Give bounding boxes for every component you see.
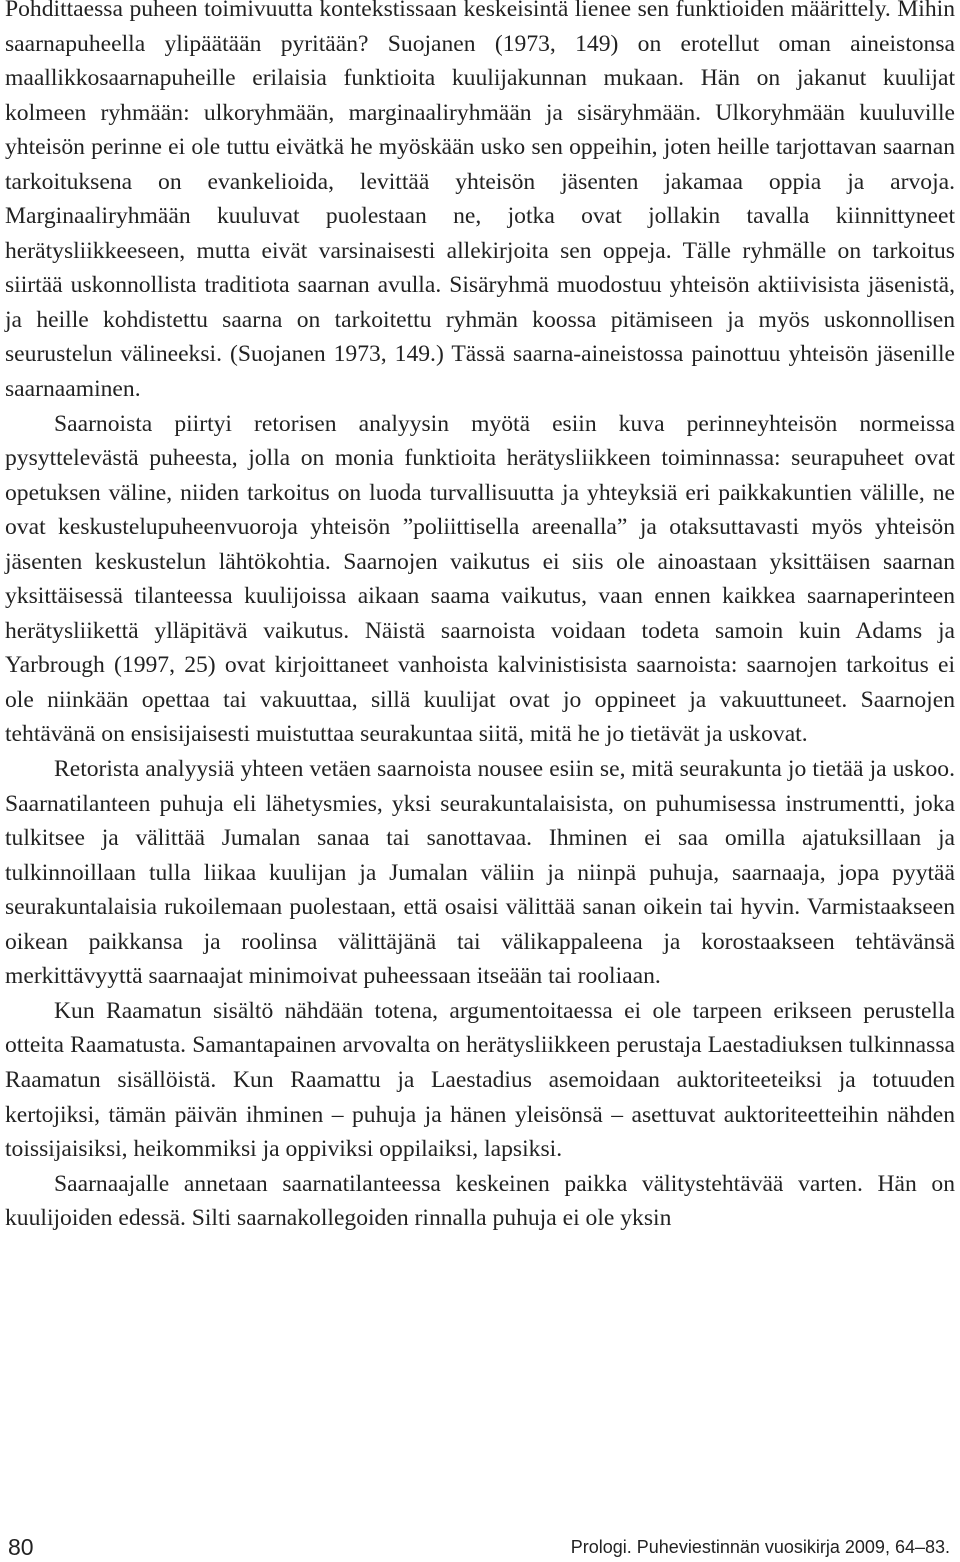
page-number: 80 — [8, 1534, 34, 1560]
paragraph-3: Retorista analyysiä yhteen vetäen saarnoista nousee esiin se, mitä seurakunta jo tietää ja uskoo. Saarnatilanteen puhuja eli lähetysmies, yksi seurakuntalaisista, on puhumisessa instrumentti, joka tulkitsee ja välittää Jumalan sanaa tai sanottavaa. Ihminen ei saa omilla ajatuksillaan ja tulkinnoillaan tulla liikaa kuulijan ja Jumalan väliin ja niinpä puhuja, saarnaaja, jopa pyytää seurakuntalaisia rukoilemaan puolestaan, että osaisi välittää sanan oikein tai hyvin. Varmistaakseen oikean paikkansa ja roolinsa välittäjänä tai välikappaleena ja korostaakseen tehtävänsä merkittävyyttä saarnaajat minimoivat puheessaan itseään tai rooliaan. — [5, 756, 955, 990]
page-footer — [0, 1532, 960, 1562]
document-body — [5, 0, 955, 1236]
paragraph-4: Kun Raamatun sisältö nähdään totena, argumentoitaessa ei ole tarpeen erikseen perustella otteita Raamatusta. Samantapainen arvovalta on herätysliikkeen perustaja Laestadiuksen tulkinnassa Raamatun sisällöistä. Kun Raamattu ja Laestadius asemoidaan auktoriteeteiksi ja totuuden kertojiksi, tämän päivän ihminen – puhuja ja hänen yleisönsä – asettuvat auktoriteetteihin nähden toissijaisiksi, heikommiksi ja oppiviksi oppilaiksi, lapsiksi. — [5, 997, 955, 1163]
journal-reference: Prologi. Puheviestinnän vuosikirja 2009, 64–83. — [570, 1537, 950, 1557]
paragraph-1: Pohdittaessa puheen toimivuutta kontekstissaan keskeisintä lienee sen funktioiden määrittely. Mihin saarnapuheella ylipäätään pyritään? Suojanen (1973, 149) on erotellut oman aineistonsa maallikkosaarnapuheille erilaisia funktioita kuulijakunnan mukaan. Hän on jakanut kuulijat kolmeen ryhmään: ulkoryhmään, marginaaliryhmään ja sisäryhmään. Ulkoryhmään kuuluville yhteisön perinne ei ole tuttu eivätkä he myöskään usko sen oppeihin, joten heille tarjottavan saarnan tarkoituksena on evankelioida, levittää yhteisön jäsenten jakamaa oppia ja arvoja. Marginaaliryhmään kuuluvat puolestaan ne, jotka ovat jollakin tavalla kiinnittyneet herätysliikkeeseen, mutta eivät varsinaisesti allekirjoita sen oppeja. Tälle ryhmälle on tarkoitus siirtää uskonnollista traditiota saarnan avulla. Sisäryhmä muodostuu yhteisön aktiivisista jäsenistä, ja heille kohdistettu saarna on tarkoitettu ryhmän koossa pitämiseen ja myös uskonnollisen seurustelun välineeksi. (Suojanen 1973, 149.) Tässä saarna-aineistossa painottuu yhteisön jäsenille saarnaaminen. — [5, 0, 955, 403]
paragraph-2: Saarnoista piirtyi retorisen analyysin myötä esiin kuva perinneyhteisön normeissa pysyttelevästä puheesta, jolla on monia funktioita herätysliikkeen toiminnassa: seurapuheet ovat opetuksen väline, niiden tarkoitus on luoda turvallisuutta ja yhteyksiä eri paikkakuntien välille, ne ovat keskustelupuheenvuoroja yhteisön ”poliittisella areenalla” ja otaksuttavasti myös yhteisön jäsenten keskustelun lähtökohtia. Saarnojen vaikutus ei siis ole ainoastaan yksittäisen saarnan yksittäisessä tilanteessa kuulijoissa aikaan saama vaikutus, vaan ennen kaikkea saarnaperinteen herätysliikettä ylläpitävä vaikutus. Näistä saarnoista voidaan todeta samoin kuin Adams ja Yarbrough (1997, 25) ovat kirjoittaneet vanhoista kalvinistisista saarnoista: saarnojen tarkoitus ei ole niinkään opettaa tai vakuuttaa, sillä kuulijat ovat jo oppineet ja vakuuttuneet. Saarnojen tehtävänä on ensisijaisesti muistuttaa seurakuntaa siitä, mitä he jo tietävät ja uskovat. — [5, 410, 955, 748]
paragraph-5: Saarnaajalle annetaan saarnatilanteessa keskeinen paikka välitystehtävää varten. Hän on kuulijoiden edessä. Silti saarnakollegoiden rinnalla puhuja ei ole yksin — [5, 1170, 955, 1232]
